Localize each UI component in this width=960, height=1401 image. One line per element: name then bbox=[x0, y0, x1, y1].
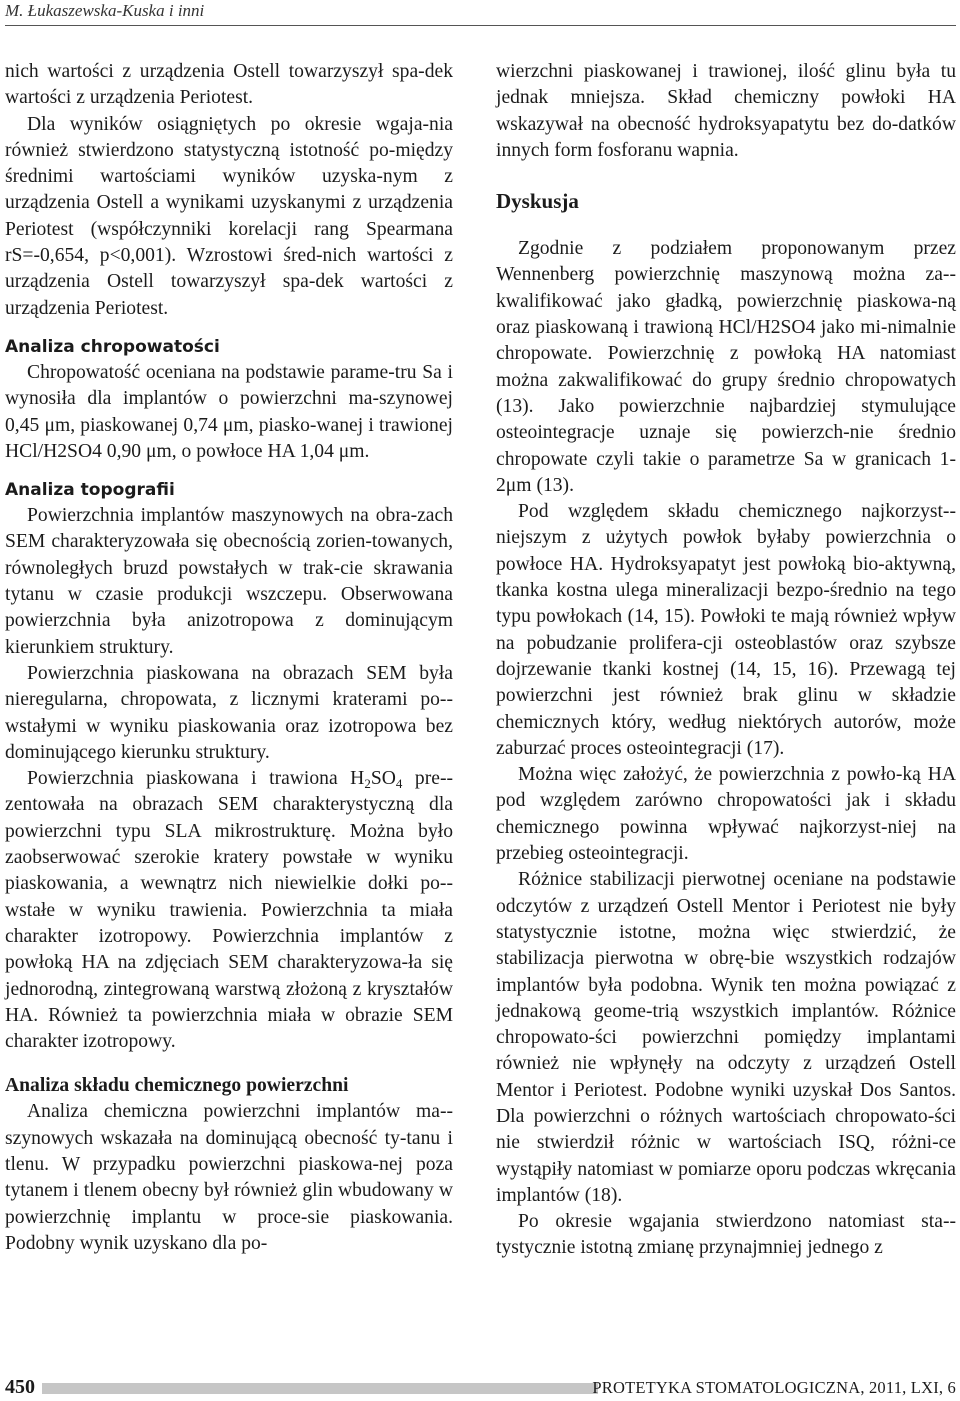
paragraph: nich wartości z urządzenia Ostell towarzyszył spa-dek wartości z urządzenia Periotest. bbox=[5, 61, 453, 109]
paragraph: Po okresie wgajania stwierdzono natomiast sta-tystycznie istotną zmianę przynajmniej jednego z bbox=[496, 1211, 956, 1259]
running-head: M. Łukaszewska-Kuska i inni bbox=[5, 1, 205, 20]
text-run: SO bbox=[370, 768, 396, 790]
paragraph: Analiza chemiczna powierzchni implantów ma-szynowych wskazała na dominującą obecność ty-tanu i tlenu. W przypadku powierzchni piaskowa-nej poza tytanem i tlenem obecny był również glin wbudowany w powierzchnię implantu w proce-sie piaskowania. Podobny wynik uzyskano dla po- bbox=[5, 1101, 453, 1254]
paragraph: Można więc założyć, że powierzchnia z powło-ką HA pod względem zarówno chropowatości jak i składu chemicznego powinna wpływać najkorzyst-niej na przebieg osteointegracji. bbox=[496, 764, 956, 865]
header-rule bbox=[5, 25, 956, 26]
heading-discussion: Dyskusja bbox=[496, 189, 579, 214]
page-number: 450 bbox=[5, 1376, 35, 1398]
heading-topography-analysis: Analiza topografii bbox=[5, 480, 175, 501]
paragraph: Dla wyników osiągniętych po okresie wgaja-nia również stwierdzono statystyczną istotność po-między średnimi wartościami wyników uzyska-nym z urządzenia Ostell a wynikami uzyskanymi z urządzenia Periotest (współczynniki korelacji rang Spearmana rS=-0,654, p<0,001). Wzrostowi śred-nich wartości z urządzenia Ostell towarzyszył spa-dek wartości z urządzenia Periotest. bbox=[5, 113, 453, 319]
subscript: 4 bbox=[395, 776, 403, 792]
paragraph: Pod względem składu chemicznego najkorzyst-niejszym z użytych powłok byłaby powierzchnia o powłoce HA. Hydroksyapatyt jest powłoką bio-aktywną, tkanka kostna ulega mineralizacji bezpo-średnio na tego typu powłokach (14, 15). Powłoki te mają również wpływ na pobudzanie prolifera-cji osteoblastów oraz szybsze dojrzewanie tkanki kostnej (14, 15, 16). Przewagą tej powierzchni jest również brak glinu w składzie chemicznych który, według niektórych autorów, może zaburzać proces osteointegracji (17). bbox=[496, 501, 956, 759]
paragraph: wierzchni piaskowanej i trawionej, ilość glinu była tu jednak mniejsza. Skład chemiczny powłoki HA wskazywał na obecność hydroksyapatytu bez do-datków innych form fosforanu wapnia. bbox=[496, 61, 956, 161]
journal-footer: PROTETYKA STOMATOLOGICZNA, 2011, LXI, 6 bbox=[592, 1378, 956, 1397]
paragraph: Powierzchnia piaskowana na obrazach SEM była nieregularna, chropowata, z licznymi kraterami po-wstałymi w wyniku piaskowania oraz izotropowa bez dominującego kierunku struktury. bbox=[5, 662, 453, 763]
paragraph: Powierzchnia implantów maszynowych na obra-zach SEM charakteryzowała się obecnością zorien-towanych, równoległych bruzd powstałych w trak-cie skrawania tytanu w czasie produkcji wszczepu. Obserwowana powierzchnia była anizotropowa z dominującym kierunkiem struktury. bbox=[5, 505, 453, 658]
subscript: 2 bbox=[364, 776, 371, 792]
right-column bbox=[496, 59, 956, 1262]
paragraph: Chropowatość oceniana na podstawie parame-tru Sa i wynosiła dla implantów o powierzchni ma-szynowej 0,45 μm, piaskowanej 0,74 μm, piasko-wanej i trawionej HCl/H2SO4 0,90 μm, o powłoce HA 1,04 μm. bbox=[5, 361, 453, 462]
heading-roughness-analysis: Analiza chropowatości bbox=[5, 336, 220, 357]
text-run: Powierzchnia piaskowana i trawiona H bbox=[27, 768, 365, 790]
heading-chemical-analysis: Analiza składu chemicznego powierzchni bbox=[5, 1075, 349, 1097]
paragraph bbox=[5, 766, 453, 1055]
text-run: pre-zentowała na obrazach SEM charakterystyczną dla powierzchni typu SLA mikrostrukturę. Można było zaobserwować szerokie kratery powstałe w wyniku piaskowania, a wewnątrz nich niewielkie dołki po-wstałe w wyniku trawienia. Powierzchnia ta miała charakter izotropowy. Powierzchnia implantów z powłoką HA na zdjęciach SEM charakteryzowa-ła się jednorodną, zintegrowaną warstwą złożoną z kryształów HA. Również ta powierzchnia miała w obrazie SEM charakter izotropowy. bbox=[5, 768, 453, 1053]
footer-bar bbox=[42, 1383, 598, 1394]
paragraph: Zgodnie z podziałem proponowanym przez Wennenberg powierzchnię maszynową można za-kwalifikować jako gładką, powierzchnię piaskowa-ną oraz piaskowaną i trawioną HCl/H2SO4 jako mi-nimalnie chropowate. Powierzchnię z powłoką HA natomiast można zakwalifikować do grupy średnio chropowatych (13). Jako powierzchnie najbardziej stymulujące osteointegracje uznaje się powierzch-nie średnio chropowate czyli takie o parametrze Sa w granicach 1-2μm (13). bbox=[496, 238, 956, 496]
paragraph: Różnice stabilizacji pierwotnej oceniane na podstawie odczytów z urządzeń Ostell Mentor i Periotest nie były statystycznie istotne, można więc stwierdzić, że stabilizacja pierwotna w obrę-bie wszystkich rodzajów implantów była podobna. Wynik ten można powiązać z jednakową geome-trią wszystkich implantów. Różnice chropowato-ści powierzchni pomiędzy implantami również nie wpłynęły na odczyty z urządzeń Ostell Mentor i Periotest. Podobne wyniki uzyskał Dos Santos. Dla powierzchni o różnych wartościach chropowato-ści nie stwierdził różnic w wartościach ISQ, różni-ce wystąpiły natomiast w pomiarze oporu podczas wkręcania implantów (18). bbox=[496, 869, 956, 1206]
left-column bbox=[5, 59, 453, 1257]
